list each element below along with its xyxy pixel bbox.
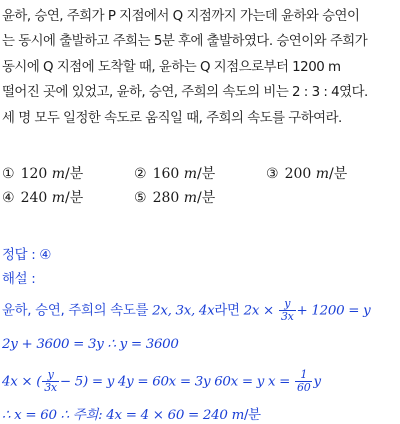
explanation-math: y xyxy=(313,374,321,390)
choice-unit-rest: /분 xyxy=(65,190,84,206)
choice-value: 240 xyxy=(20,190,48,206)
answer-choices xyxy=(2,162,400,210)
fraction xyxy=(42,369,59,394)
choice-unit: m xyxy=(51,190,66,206)
problem-line: 는 동시에 출발하고 주희는 5분 후에 출발하였다. 승연이와 주희가 xyxy=(2,34,368,50)
choice-number: ④ xyxy=(2,190,15,206)
answer-label: 정답 : ④ xyxy=(2,248,52,263)
explanation-label: 해설 : xyxy=(2,272,36,287)
problem-line: 윤하, 승연, 주희가 P 지점에서 Q 지점까지 가는데 윤하와 승연이 xyxy=(2,9,360,24)
explanation-line-4 xyxy=(2,404,400,423)
fraction-denominator: 60 xyxy=(297,381,311,394)
problem-line: 동시에 Q 지점에 도착할 때, 윤하는 Q 지점으로부터 1200 m xyxy=(2,59,341,75)
choice-4[interactable] xyxy=(2,186,83,210)
choice-unit: m xyxy=(183,190,198,206)
fraction-numerator: 1 xyxy=(295,369,312,382)
explanation-math: 2x × xyxy=(243,303,274,319)
explanation-line-2: 2y + 3600 = 3y ∴ y = 3600 xyxy=(2,337,179,352)
choice-unit-rest: /분 xyxy=(197,190,216,206)
choice-number: ③ xyxy=(266,166,279,182)
choice-row xyxy=(2,162,400,186)
choice-unit-rest: /분 xyxy=(197,166,216,182)
explanation-math: + 1200 = y xyxy=(296,303,371,319)
choice-number: ⑤ xyxy=(134,190,147,206)
explanation-line-1 xyxy=(2,298,400,323)
explanation-math: 2x, 3x, 4x xyxy=(152,303,215,319)
choice-value: 160 xyxy=(152,166,180,182)
explanation-text: 라면 xyxy=(214,303,240,319)
choice-unit-rest: /분 xyxy=(65,166,84,182)
choice-number: ① xyxy=(2,166,15,182)
choice-5[interactable] xyxy=(134,186,215,210)
choice-number: ② xyxy=(134,166,147,182)
problem-line: 세 명 모두 일정한 속도로 움직일 때, 주희의 속도를 구하여라. xyxy=(2,110,342,126)
explanation-line-3 xyxy=(2,369,400,394)
choice-value: 200 xyxy=(284,166,312,182)
choice-value: 280 xyxy=(152,190,180,206)
problem-line: 떨어진 곳에 있었고, 윤하, 승연, 주희의 속도의 비는 2 : 3 : 4였다. xyxy=(2,85,368,101)
choice-2[interactable] xyxy=(134,162,215,186)
explanation-math: 4x × ( xyxy=(2,374,42,390)
explanation-unit: m xyxy=(231,408,244,423)
choice-row xyxy=(2,186,400,210)
explanation-unit-rest: /분 xyxy=(243,408,261,423)
fraction xyxy=(279,298,296,323)
fraction-denominator: 3x xyxy=(280,310,294,323)
problem-statement xyxy=(2,4,400,131)
choice-3[interactable] xyxy=(266,162,347,186)
fraction-numerator: y xyxy=(279,298,296,311)
choice-unit: m xyxy=(315,166,330,182)
explanation-math: 4x = 4 × 60 = 240 xyxy=(106,408,228,423)
explanation-math: ∴ x = 60 ∴ 주희: xyxy=(2,408,103,423)
explanation-text: 윤하, 승연, 주희의 속도를 xyxy=(2,303,149,319)
choice-value: 120 xyxy=(20,166,48,182)
fraction xyxy=(295,369,312,394)
explanation-math: − 5) = y 4y = 60x = 3y 60x = y x = xyxy=(59,374,291,390)
choice-unit: m xyxy=(51,166,66,182)
choice-unit: m xyxy=(183,166,198,182)
fraction-denominator: 3x xyxy=(44,381,57,394)
fraction-numerator: y xyxy=(42,369,59,382)
choice-unit-rest: /분 xyxy=(329,166,348,182)
choice-1[interactable] xyxy=(2,162,83,186)
